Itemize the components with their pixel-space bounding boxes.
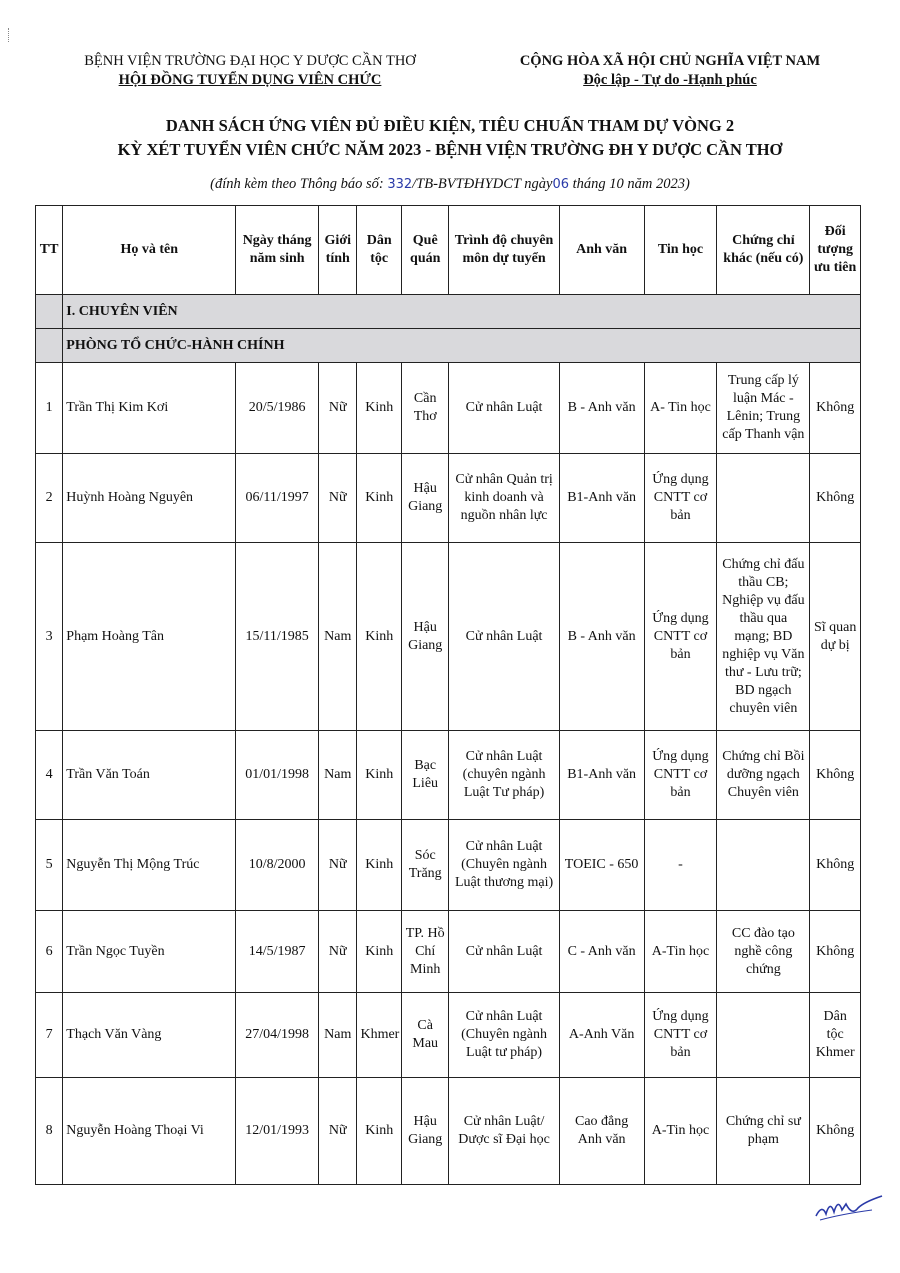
it-level: A-Tin học [644, 1078, 717, 1185]
handwritten-number: 332 [387, 177, 413, 192]
candidate-name: Huỳnh Hoàng Nguyên [63, 454, 236, 543]
other-certificates: Chứng chỉ Bồi dưỡng ngạch Chuyên viên [717, 731, 810, 820]
ethnicity: Kinh [357, 454, 401, 543]
other-certificates: CC đào tạo nghề công chứng [717, 911, 810, 993]
organization-header [60, 52, 440, 90]
candidate-name: Trần Văn Toán [63, 731, 236, 820]
priority-status: Sĩ quan dự bị [810, 543, 861, 731]
col-ethnic: Dân tộc [357, 206, 401, 295]
ethnicity: Kinh [357, 911, 401, 993]
it-level: Ứng dụng CNTT cơ bản [644, 454, 717, 543]
priority-status: Không [810, 1078, 861, 1185]
candidate-name: Thạch Văn Vàng [63, 993, 236, 1078]
qualification: Cử nhân Luật [449, 543, 559, 731]
hometown: Hậu Giang [401, 454, 449, 543]
col-it: Tin học [644, 206, 717, 295]
qualification: Cử nhân Luật [449, 911, 559, 993]
col-english: Anh văn [559, 206, 644, 295]
row-number: 5 [36, 820, 63, 911]
handwritten-day: 06 [552, 177, 570, 192]
document-title [0, 114, 900, 162]
table-row [36, 731, 861, 820]
candidate-name: Trần Ngọc Tuyền [63, 911, 236, 993]
col-tt: TT [36, 206, 63, 295]
priority-status: Không [810, 363, 861, 454]
it-level: Ứng dụng CNTT cơ bản [644, 731, 717, 820]
ethnicity: Kinh [357, 731, 401, 820]
hometown: Cần Thơ [401, 363, 449, 454]
col-dob: Ngày tháng năm sinh [236, 206, 319, 295]
table-row [36, 911, 861, 993]
birth-date: 20/5/1986 [236, 363, 319, 454]
qualification: Cử nhân Luật [449, 363, 559, 454]
council-name: HỘI ĐỒNG TUYỂN DỤNG VIÊN CHỨC [118, 72, 382, 88]
it-level: - [644, 820, 717, 911]
english-level: Cao đẳng Anh văn [559, 1078, 644, 1185]
ethnicity: Kinh [357, 820, 401, 911]
table-row [36, 993, 861, 1078]
priority-status: Không [810, 454, 861, 543]
qualification: Cử nhân Luật (chuyên ngành Luật Tư pháp) [449, 731, 559, 820]
table-row [36, 820, 861, 911]
english-level: B - Anh văn [559, 363, 644, 454]
title-line-2: KỲ XÉT TUYỂN VIÊN CHỨC NĂM 2023 - BỆNH VIỆN TRƯỜNG ĐH Y DƯỢC CẦN THƠ [117, 140, 783, 159]
hometown: Hậu Giang [401, 1078, 449, 1185]
row-number: 3 [36, 543, 63, 731]
ethnicity: Kinh [357, 1078, 401, 1185]
candidate-name: Nguyễn Hoàng Thoại Vi [63, 1078, 236, 1185]
table-row [36, 363, 861, 454]
other-certificates [717, 454, 810, 543]
hometown: Hậu Giang [401, 543, 449, 731]
col-name: Họ và tên [63, 206, 236, 295]
initials-signature [812, 1190, 892, 1230]
birth-date: 10/8/2000 [236, 820, 319, 911]
table-header-row [36, 206, 861, 295]
priority-status: Không [810, 911, 861, 993]
gender: Nam [319, 543, 357, 731]
ethnicity: Kinh [357, 363, 401, 454]
attachment-note [0, 176, 900, 193]
english-level: C - Anh văn [559, 911, 644, 993]
qualification: Cử nhân Luật/ Dược sĩ Đại học [449, 1078, 559, 1185]
other-certificates [717, 993, 810, 1078]
title-line-1: DANH SÁCH ỨNG VIÊN ĐỦ ĐIỀU KIỆN, TIÊU CHUẨN THAM DỰ VÒNG 2 [165, 116, 735, 135]
it-level: A-Tin học [644, 911, 717, 993]
nation-name: CỘNG HÒA XÃ HỘI CHỦ NGHĨA VIỆT NAM [519, 53, 821, 69]
ethnicity: Kinh [357, 543, 401, 731]
birth-date: 14/5/1987 [236, 911, 319, 993]
other-certificates: Chứng chỉ sư phạm [717, 1078, 810, 1185]
birth-date: 01/01/1998 [236, 731, 319, 820]
it-level: A- Tin học [644, 363, 717, 454]
birth-date: 12/01/1993 [236, 1078, 319, 1185]
qualification: Cử nhân Luật (Chuyên ngành Luật thương mại) [449, 820, 559, 911]
birth-date: 06/11/1997 [236, 454, 319, 543]
english-level: TOEIC - 650 [559, 820, 644, 911]
other-certificates [717, 820, 810, 911]
hometown: Cà Mau [401, 993, 449, 1078]
qualification: Cử nhân Luật (Chuyên ngành Luật tư pháp) [449, 993, 559, 1078]
scan-mark [8, 28, 12, 42]
gender: Nữ [319, 454, 357, 543]
col-priority: Đối tượng ưu tiên [810, 206, 861, 295]
priority-status: Dân tộc Khmer [810, 993, 861, 1078]
birth-date: 15/11/1985 [236, 543, 319, 731]
qualification: Cử nhân Quản trị kinh doanh và nguồn nhân lực [449, 454, 559, 543]
note-middle: /TB-BVTĐHYDCT ngày [412, 176, 553, 192]
english-level: B - Anh văn [559, 543, 644, 731]
row-number: 6 [36, 911, 63, 993]
gender: Nữ [319, 1078, 357, 1185]
col-other: Chứng chỉ khác (nếu có) [717, 206, 810, 295]
section-row [36, 295, 861, 329]
note-suffix: tháng 10 năm 2023) [569, 176, 690, 192]
hometown: Sóc Trăng [401, 820, 449, 911]
nation-motto: Độc lập - Tự do -Hạnh phúc [583, 72, 757, 88]
ethnicity: Khmer [357, 993, 401, 1078]
row-number: 4 [36, 731, 63, 820]
gender: Nữ [319, 820, 357, 911]
col-home: Quê quán [401, 206, 449, 295]
gender: Nữ [319, 911, 357, 993]
row-number: 7 [36, 993, 63, 1078]
row-number: 1 [36, 363, 63, 454]
subsection-row [36, 329, 861, 363]
it-level: Ứng dụng CNTT cơ bản [644, 993, 717, 1078]
english-level: B1-Anh văn [559, 731, 644, 820]
section-title: I. CHUYÊN VIÊN [63, 295, 861, 329]
gender: Nam [319, 993, 357, 1078]
table-row [36, 454, 861, 543]
subsection-title: PHÒNG TỔ CHỨC-HÀNH CHÍNH [63, 329, 861, 363]
candidate-name: Trần Thị Kim Kơi [63, 363, 236, 454]
row-number: 8 [36, 1078, 63, 1185]
nation-header [470, 52, 870, 90]
gender: Nam [319, 731, 357, 820]
table-row [36, 543, 861, 731]
candidate-name: Nguyễn Thị Mộng Trúc [63, 820, 236, 911]
other-certificates: Chứng chỉ đấu thầu CB; Nghiệp vụ đấu thầu qua mạng; BD nghiệp vụ Văn thư - Lưu trữ; BD ngạch chuyên viên [717, 543, 810, 731]
english-level: B1-Anh văn [559, 454, 644, 543]
candidate-table [35, 205, 861, 1185]
hospital-name: BỆNH VIỆN TRƯỜNG ĐẠI HỌC Y DƯỢC CẦN THƠ [84, 53, 416, 69]
priority-status: Không [810, 731, 861, 820]
priority-status: Không [810, 820, 861, 911]
note-prefix: (đính kèm theo Thông báo số: [210, 176, 388, 192]
hometown: Bạc Liêu [401, 731, 449, 820]
gender: Nữ [319, 363, 357, 454]
candidate-name: Phạm Hoàng Tân [63, 543, 236, 731]
birth-date: 27/04/1998 [236, 993, 319, 1078]
table-row [36, 1078, 861, 1185]
col-degree: Trình độ chuyên môn dự tuyển [449, 206, 559, 295]
hometown: TP. Hồ Chí Minh [401, 911, 449, 993]
col-sex: Giới tính [319, 206, 357, 295]
english-level: A-Anh Văn [559, 993, 644, 1078]
other-certificates: Trung cấp lý luận Mác - Lênin; Trung cấp Thanh vận [717, 363, 810, 454]
it-level: Ứng dụng CNTT cơ bản [644, 543, 717, 731]
row-number: 2 [36, 454, 63, 543]
